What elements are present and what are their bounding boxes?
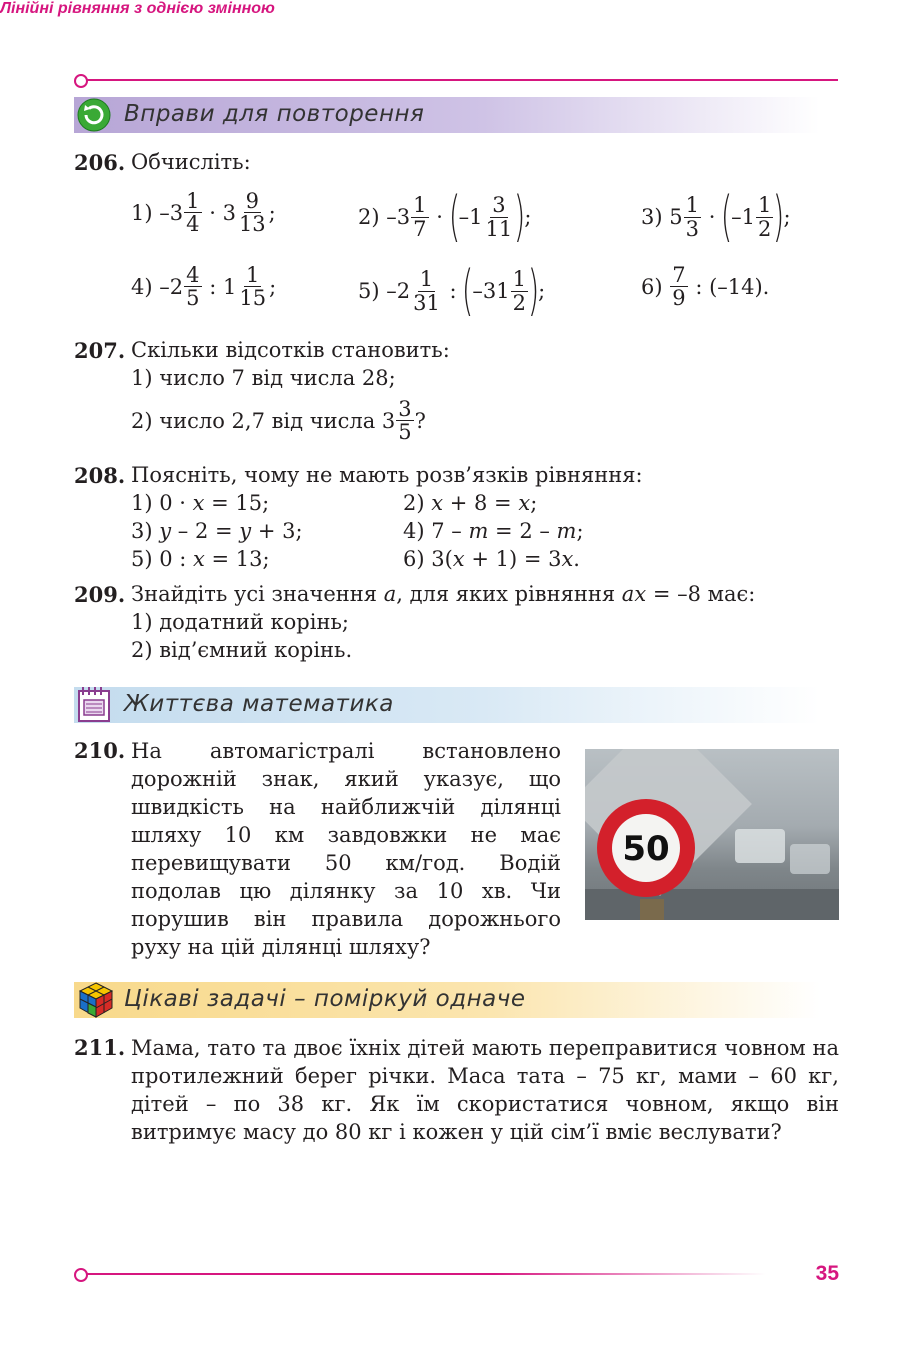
header-rule-ring <box>74 74 88 88</box>
section-band-review <box>74 97 820 133</box>
exercise-title: Обчисліть: <box>131 150 251 174</box>
road-sign-photo <box>585 749 839 920</box>
ex208-item-5: 5) 0 : x = 13; <box>131 547 270 571</box>
notepad-icon <box>76 685 112 723</box>
ex206-item-5: 5) –2 $\frac{1}{31}$ : ( –31 $\frac{1}{2}$ ) ; <box>358 259 546 322</box>
rubik-cube-icon <box>76 980 116 1020</box>
exercise-number: 209. <box>74 582 126 607</box>
exercise-number: 206. <box>74 150 126 175</box>
ex208-item-4: 4) 7 – m = 2 – m; <box>403 519 584 543</box>
speed-limit-text: 50 <box>622 829 670 869</box>
ex208-item-3: 3) y – 2 = y + 3; <box>131 519 303 543</box>
ex206-item-2: 2) –3 $\frac{1}{7}$ · ( –1 $\frac{3}{11}$ ) ; <box>358 185 532 248</box>
ex206-item-6: 6) $\frac{7}{9}$ : (–14). <box>641 263 770 311</box>
header-rule <box>86 79 838 81</box>
section-band-puzzles <box>74 982 820 1018</box>
ex206-item-4: 4) –2 $\frac{4}{5}$ : 1 $\frac{1}{15}$ ; <box>131 263 277 311</box>
ex208-item-2: 2) x + 8 = x; <box>403 491 538 515</box>
ex207-item-1: 1) число 7 від числа 28; <box>131 366 396 390</box>
section-band-life <box>74 687 820 723</box>
running-title: Лінійні рівняння з однією змінною <box>0 0 275 17</box>
exercise-number: 207. <box>74 338 126 363</box>
exercise-number: 210. <box>74 738 126 763</box>
ex207-item-2: 2) число 2,7 від числа 3 $\frac{3}{5}$ ? <box>131 397 426 445</box>
ex209-item-2: 2) від’ємний корінь. <box>131 638 353 662</box>
ex206-item-3: 3) 5 $\frac{1}{3}$ · ( –1 $\frac{1}{2}$ ) ; <box>641 185 791 248</box>
exercise-title: Скільки відсотків становить: <box>131 338 450 362</box>
cycle-arrow-icon <box>76 98 112 132</box>
exercise-title: Знайдіть усі значення a, для яких рівняння ax = –8 має: <box>131 582 756 606</box>
exercise-text: Мама, тато та двоє їхніх дітей мають переправитися човном на протилежний берег річки. Маса тата – 75 кг, мами – 60 кг, дітей – по 38 кг. Як їм скористатися човном, якщо він витримує масу до 80 кг і кожен у цій сім’ї вміє веслувати? <box>131 1036 839 1144</box>
exercise-number: 211. <box>74 1035 126 1060</box>
ex208-item-6: 6) 3(x + 1) = 3x. <box>403 547 580 571</box>
section-title: Життєва математика <box>124 691 394 717</box>
exercise-title: Поясніть, чому не мають розв’язків рівняння: <box>131 463 643 487</box>
section-title: Цікаві задачі – поміркуй одначе <box>124 986 526 1012</box>
ex206-item-1: 1) –3 $\frac{1}{4}$ · 3 $\frac{9}{13}$ ; <box>131 189 276 237</box>
exercise-number: 208. <box>74 463 126 488</box>
section-title: Вправи для повторення <box>124 101 425 127</box>
footer-rule <box>86 1273 766 1275</box>
ex209-item-1: 1) додатний корінь; <box>131 610 349 634</box>
ex208-item-1: 1) 0 · x = 15; <box>131 491 270 515</box>
page-number: 35 <box>815 1262 839 1285</box>
exercise-text: На автомагістралі встановлено дорожній знак, який указує, що швидкість на найближчій ділянці шляху 10 км завдовжки не має перевищувати 50 км/год. Водій подолав цю ділянку за 10 хв. Чи порушив він правила дорожнього руху на цій ділянці шляху? <box>131 739 561 959</box>
footer-rule-ring <box>74 1268 88 1282</box>
